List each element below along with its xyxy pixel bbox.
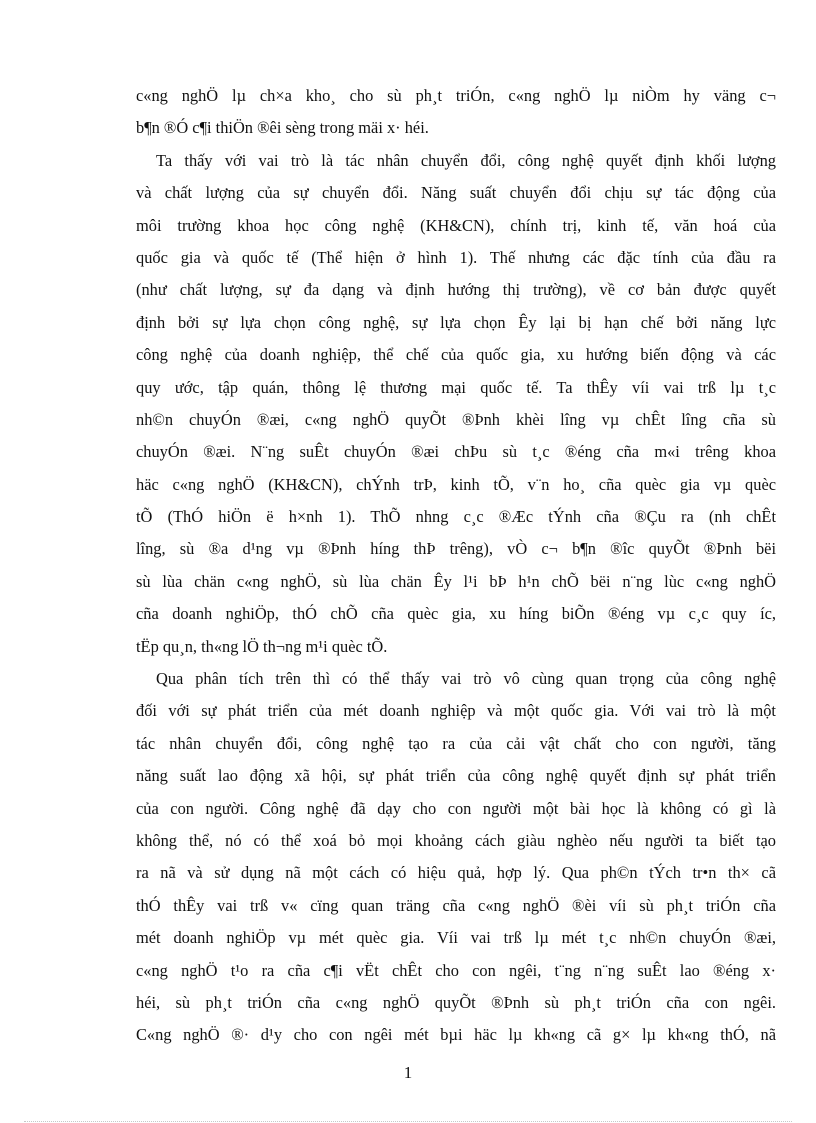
text-line: thÓ thÊy vai trß v« cïng quan träng cña c«ng nghÖ ®èi víi sù ph¸t triÓn cña	[136, 895, 776, 915]
text-line: không thể, nó có thể xoá bỏ mọi khoảng cách giàu nghèo nếu người ta biết tạo	[136, 830, 776, 850]
page-bottom-divider	[24, 1121, 792, 1122]
text-line: cña doanh nghiÖp, thÓ chÕ cña quèc gia, xu híng biÕn ®éng vµ c¸c quy íc,	[136, 604, 776, 624]
text-line: ra nã và sử dụng nã một cách có hiệu quả, hợp lý. Qua ph©n tÝch tr•n th× cã	[136, 863, 776, 883]
text-line: (như chất lượng, sự đa dạng và định hướng thị trường), về cơ bản được quyết	[136, 280, 776, 300]
text-line: đối với sự phát triển của mét doanh nghiệp và một quốc gia. Với vai trò là một	[136, 701, 776, 721]
text-line: b¶n ®Ó c¶i thiÖn ®êi sèng trong mäi x· héi.	[136, 118, 429, 138]
text-line: nh©n chuyÓn ®æi, c«ng nghÖ quyÕt ®Þnh khèi lîng vµ chÊt lîng cña sù	[136, 409, 776, 429]
text-line: chuyÓn ®æi. N¨ng suÊt chuyÓn ®æi chÞu sù t¸c ®éng cña m«i trêng khoa	[136, 442, 776, 462]
text-line: và chất lượng của sự chuyển đổi. Năng suất chuyển đổi chịu sự tác động của	[136, 183, 776, 203]
text-line: tÕ (ThÓ hiÖn ë h×nh 1). ThÕ nhng c¸c ®Æc tÝnh cña ®Çu ra (nh chÊt	[136, 507, 776, 527]
text-line: quy ước, tập quán, thông lệ thương mại quốc tế. Ta thÊy víi vai trß lµ t¸c	[136, 377, 776, 397]
text-line: môi trường khoa học công nghệ (KH&CN), chính trị, kinh tế, văn hoá của	[136, 215, 776, 235]
text-line: c«ng nghÖ t¹o ra cña c¶i vËt chÊt cho con ngêi, t¨ng n¨ng suÊt lao ®éng x·	[136, 960, 776, 980]
page-number: 1	[403, 1063, 413, 1082]
text-line: sù lùa chän c«ng nghÖ, sù lùa chän Êy l¹i bÞ h¹n chÕ bëi n¨ng lùc c«ng nghÖ	[136, 571, 776, 591]
text-line: tËp qu¸n, th«ng lÖ th¬ng m¹i quèc tÕ.	[136, 636, 388, 656]
text-line: định bởi sự lựa chọn công nghệ, sự lựa chọn Êy lại bị hạn chế bởi năng lực	[136, 312, 776, 332]
text-line: công nghệ của doanh nghiệp, thể chế của quốc gia, xu hướng biến động và các	[136, 345, 776, 365]
text-line: Qua phân tích trên thì có thể thấy vai trò vô cùng quan trọng của công nghệ	[156, 669, 776, 689]
text-line: năng suất lao động xã hội, sự phát triển của công nghệ quyết định sự phát triển	[136, 766, 776, 786]
text-line: héi, sù ph¸t triÓn cña c«ng nghÖ quyÕt ®Þnh sù ph¸t triÓn cña con ngêi.	[136, 992, 776, 1012]
text-line: C«ng nghÖ ®· d¹y cho con ngêi mét bµi häc lµ kh«ng cã g× lµ kh«ng thÓ, nã	[136, 1025, 776, 1045]
text-line: c«ng nghÖ lµ ch×a kho¸ cho sù ph¸t triÓn, c«ng nghÖ lµ niÒm hy väng c¬	[136, 86, 776, 105]
text-line: tác nhân chuyển đổi, công nghệ tạo ra của cải vật chất cho con người, tăng	[136, 733, 776, 753]
text-line: quốc gia và quốc tế (Thể hiện ở hình 1). Thế nhưng các đặc tính của đầu ra	[136, 247, 776, 267]
text-line: Ta thấy với vai trò là tác nhân chuyển đổi, công nghệ quyết định khối lượng	[156, 150, 776, 170]
text-line: lîng, sù ®a d¹ng vµ ®Þnh híng thÞ trêng), vÒ c¬ b¶n ®îc quyÕt ®Þnh bëi	[136, 539, 776, 559]
text-line: häc c«ng nghÖ (KH&CN), chÝnh trÞ, kinh tÕ, v¨n ho¸ cña quèc gia vµ quèc	[136, 474, 776, 494]
text-line: mét doanh nghiÖp vµ mét quèc gia. Víi vai trß lµ mét t¸c nh©n chuyÓn ®æi,	[136, 928, 776, 948]
body-text	[136, 80, 776, 1052]
text-line: của con người. Công nghệ đã dạy cho con người một bài học là không có gì là	[136, 798, 776, 818]
